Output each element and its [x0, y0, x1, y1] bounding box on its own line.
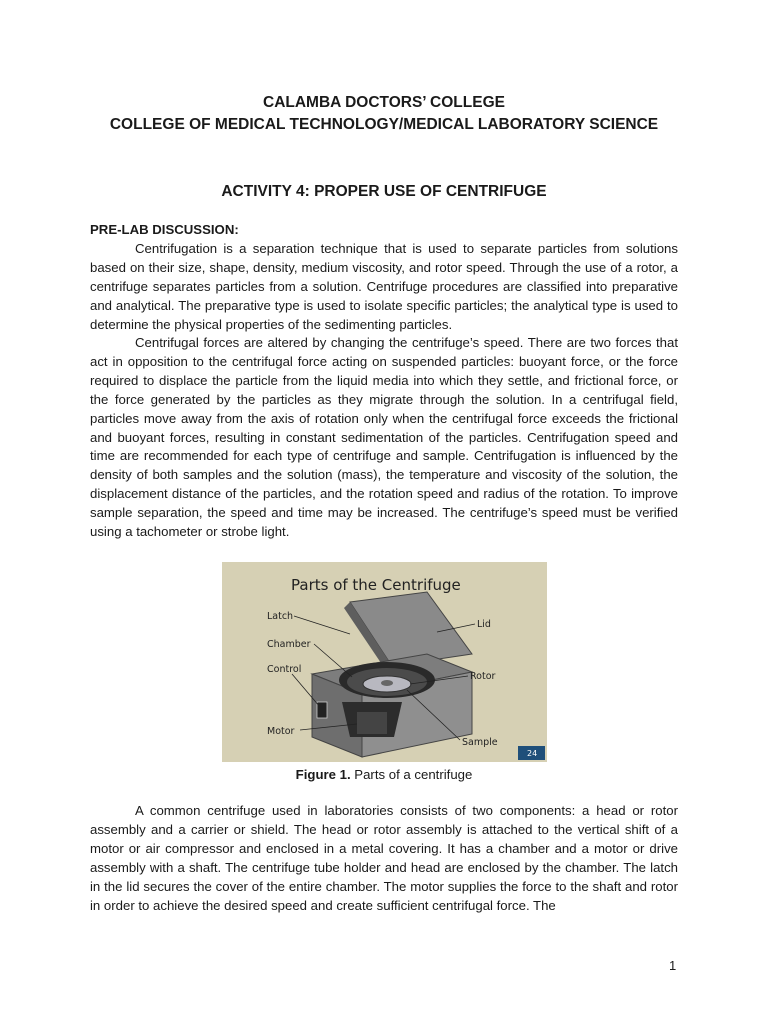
- label-control: Control: [267, 664, 302, 675]
- paragraph-3: A common centrifuge used in laboratories consists of two components: a head or rotor assembly and a carrier or shield. The head or rotor assembly is attached to the vertical shift of a motor or air compressor and enclosed in a metal covering. It has a chamber and a motor or drive assembly with a shaft. The centrifuge tube holder and head are enclosed by the chamber. The latch in the lid secures the cover of the entire chamber. The motor supplies the force to the shaft and rotor in order to achieve the desired speed and create sufficient centrifugal force. The: [90, 803, 678, 913]
- label-motor: Motor: [267, 726, 295, 737]
- label-latch: Latch: [267, 611, 294, 622]
- figure-caption: [0, 767, 768, 782]
- paragraph-2: Centrifugal forces are altered by changing the centrifuge’s speed. There are two forces that act in opposition to the centrifugal force acting on suspended particles: buoyant force, or the force required to displace the particle from the liquid media into which they settle, and frictional force, or the force generated by the particles as they migrate through the solution. In a centrifugal field, particles move away from the axis of rotation only when the centrifugal force exceeds the frictional and buoyant forces, resulting in constant sedimentation of the particles. Centrifugation speed and time are recommended for each type of centrifuge and sample. Centrifugation is influenced by the density of both samples and the solution (mass), the temperature and viscosity of the solution, the displacement distance of the particles, and the rotation speed and radius of the rotation. To improve sample separation, the speed and time may be increased. The centrifuge’s speed must be verified using a tachometer or strobe light.: [90, 335, 678, 540]
- department-name: COLLEGE OF MEDICAL TECHNOLOGY/MEDICAL LABORATORY SCIENCE: [109, 116, 659, 133]
- page-number: 1: [669, 958, 677, 973]
- caption-text: Parts of a centrifuge: [350, 767, 473, 782]
- label-rotor: Rotor: [470, 671, 496, 682]
- figure-title: Parts of the Centrifuge: [291, 576, 461, 594]
- prelab-heading: PRE-LAB DISCUSSION:: [90, 222, 239, 237]
- label-chamber: Chamber: [267, 639, 311, 650]
- centrifuge-illustration: [222, 562, 547, 762]
- label-sample: Sample: [462, 737, 498, 748]
- college-name: CALAMBA DOCTORS’ COLLEGE: [263, 94, 505, 111]
- label-lid: Lid: [477, 619, 491, 630]
- paragraph-1: Centrifugation is a separation technique that is used to separate particles from solutions based on their size, shape, density, medium viscosity, and rotor speed. Through the use of a rotor, a centrifuge separates particles from a solution. Centrifuge procedures are classified into preparative and analytical. The preparative type is used to isolate specific particles; the analytical type is used to determine the physical properties of the sedimenting particles.: [90, 241, 678, 332]
- caption-label: Figure 1.: [295, 767, 351, 782]
- activity-title: ACTIVITY 4: PROPER USE OF CENTRIFUGE: [221, 183, 547, 200]
- centrifuge-figure: [222, 562, 547, 762]
- slide-number: 24: [527, 749, 538, 758]
